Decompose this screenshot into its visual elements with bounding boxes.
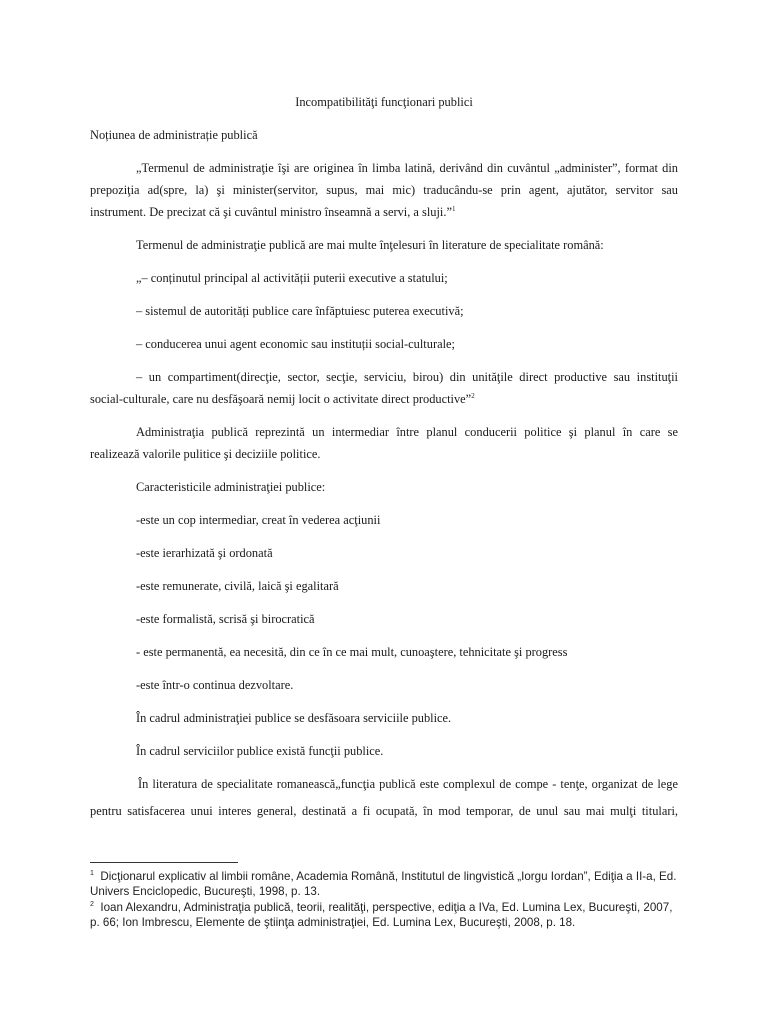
paragraph-line: În cadrul administraţiei publice se desfăsoara serviciile publice. — [136, 711, 452, 725]
paragraph-line: realizează valorile pulitice şi deciziile politice. — [90, 447, 321, 461]
list-item: -este într-o continua dezvoltare. — [136, 678, 294, 692]
list-item: social-culturale, care nu desfăşoară nemij locit o activitate direct productive”$^2$ — [90, 391, 475, 406]
paragraph-line: Administraţia publică reprezintă un intermediar între planul conducerii politice şi planul în care se — [136, 425, 678, 439]
list-item: -este ierarhizată şi ordonată — [136, 546, 273, 560]
paragraph-line: În cadrul serviciilor publice există funcţii publice. — [136, 744, 384, 758]
footnote-2: $^2$ Ioan Alexandru, Administraţia publică, teorii, realităţi, perspective, ediţia a IVa, Ed. Lumina Lex, Bucureşti, 2007, — [90, 901, 673, 914]
footnote-separator — [90, 862, 238, 863]
list-item: „– conținutul principal al activității puterii executive a statului; — [136, 271, 448, 285]
paragraph-line: Termenul de administraţie publică are mai multe înţelesuri în literature de specialitate română: — [136, 238, 604, 252]
section-heading: Noțiunea de administrație publică — [90, 128, 258, 142]
paragraph-line: „Termenul de administraţie îşi are originea în limba latină, derivând din cuvântul „administer”, format din — [136, 161, 678, 175]
paragraph-line: prepoziţia ad(spre, la) şi minister(servitor, supus, mai mic) traducându-se prin agent, ajutător, servitor sau — [90, 183, 678, 197]
footnote-1-cont: Univers Enciclopedic, Bucureşti, 1998, p. 13. — [90, 885, 321, 898]
footnote-1: $^1$ Dicţionarul explicativ al limbii române, Academia Română, Institutul de lingvistică „Iorgu Iordan”, Ediţia a II-a, Ed. — [90, 870, 677, 883]
paragraph-line: În literatura de specialitate romanească„funcţia publică este complexul de compe - tenţe, organizat de lege — [138, 777, 678, 791]
list-item: – un compartiment(direcţie, sector, secţie, serviciu, birou) din unităţile direct productive sau instituţii — [136, 370, 678, 384]
footnote-ref: 2 — [471, 391, 475, 400]
list-item: -este un cop intermediar, creat în vederea acţiunii — [136, 513, 381, 527]
list-item: - este permanentă, ea necesită, din ce în ce mai mult, cunoaştere, tehnicitate şi progress — [136, 645, 568, 659]
footnote-2-cont: p. 66; Ion Imbrescu, Elemente de ştiinţa administraţiei, Ed. Lumina Lex, Bucureşti, 2008, p. 18. — [90, 916, 576, 929]
list-item: -este formalistă, scrisă şi birocratică — [136, 612, 315, 626]
list-item: – conducerea unui agent economic sau instituții social-culturale; — [136, 337, 455, 351]
document-title: Incompatibilităţi funcţionari publici — [295, 95, 473, 109]
footnote-ref: 1 — [451, 204, 456, 213]
paragraph-line: instrument. De precizat că şi cuvântul ministro înseamnă a servi, a sluji.”$^1$ — [90, 204, 456, 219]
list-item: -este remunerate, civilă, laică şi egalitară — [136, 579, 339, 593]
paragraph-line: Caracteristicile administraţiei publice: — [136, 480, 326, 494]
list-item: – sistemul de autorități publice care înfăptuiesc puterea executivă; — [136, 304, 464, 318]
paragraph-line: pentru satisfacerea unui interes general, destinată a fi ocupată, în mod temporar, de unul sau mai mulţi titulari, — [90, 804, 678, 818]
